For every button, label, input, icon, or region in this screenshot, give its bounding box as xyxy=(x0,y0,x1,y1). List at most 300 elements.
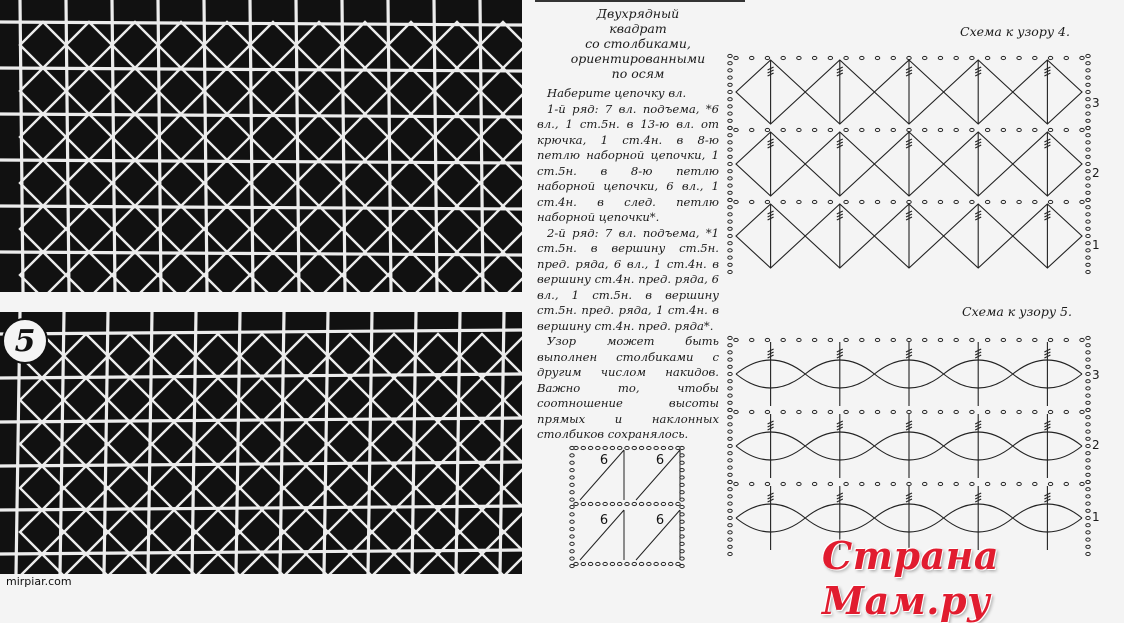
chain-stitch-symbol xyxy=(728,524,732,527)
chain-stitch-symbol xyxy=(728,270,732,273)
thread-diamond xyxy=(250,160,296,206)
chain-stitch-symbol xyxy=(1080,128,1084,131)
chain-stitch-symbol xyxy=(654,562,658,565)
chain-stitch-symbol xyxy=(781,128,785,131)
thread-diamond xyxy=(240,334,284,378)
thread-diamond xyxy=(372,510,416,554)
chain-stitch-symbol xyxy=(728,263,732,266)
chain-stitch-symbol xyxy=(661,502,665,505)
chain-stitch-symbol xyxy=(750,410,754,413)
chain-stitch-symbol xyxy=(728,177,732,180)
thread-horizontal xyxy=(0,206,522,209)
thread-diamond xyxy=(66,160,112,206)
chain-stitch-symbol xyxy=(728,430,732,433)
stitch-symbols xyxy=(728,54,1090,273)
chain-stitch-symbol xyxy=(570,528,574,531)
chain-stitch-symbol xyxy=(1086,401,1090,404)
chain-stitch-symbol xyxy=(1086,466,1090,469)
thread-diamond xyxy=(328,510,372,554)
thread-diamond xyxy=(372,422,416,466)
chain-stitch-symbol xyxy=(728,437,732,440)
chain-stitch-symbol xyxy=(907,338,911,341)
thread-diamond xyxy=(342,68,388,114)
chain-stitch-symbol xyxy=(1017,56,1021,59)
thread-horizontal xyxy=(0,252,522,255)
thread-diamond xyxy=(20,510,64,554)
thread-diamond xyxy=(480,68,522,114)
chain-stitch-symbol xyxy=(860,128,864,131)
chain-stitch-symbol xyxy=(812,338,816,341)
thread-diamond xyxy=(284,554,328,574)
thread-diamond xyxy=(240,554,284,574)
chain-stitch-symbol xyxy=(954,338,958,341)
chain-stitch-symbol xyxy=(669,562,673,565)
chain-stitch-symbol xyxy=(1048,128,1052,131)
chain-stitch-symbol xyxy=(860,200,864,203)
chain-stitch-symbol xyxy=(844,482,848,485)
chain-stitch-symbol xyxy=(728,538,732,541)
chain-stitch-symbol xyxy=(1033,482,1037,485)
chain-stitch-symbol xyxy=(728,509,732,512)
thread-diamond xyxy=(342,22,388,68)
thread-diamond xyxy=(158,68,204,114)
chain-stitch-symbol xyxy=(728,401,732,404)
chain-stitch-symbol xyxy=(654,446,658,449)
chain-stitch-symbol xyxy=(661,446,665,449)
chain-stitch-symbol xyxy=(728,256,732,259)
thread-diamond xyxy=(64,510,108,554)
thread-diamond xyxy=(204,252,250,292)
chain-stitch-symbol xyxy=(875,482,879,485)
chain-stitch-symbol xyxy=(907,482,911,485)
thread-diamond xyxy=(112,252,158,292)
chain-stitch-symbol xyxy=(938,410,942,413)
chain-stitch-symbol xyxy=(647,562,651,565)
chain-count-label: 6 xyxy=(655,513,665,528)
chain-stitch-symbol xyxy=(750,338,754,341)
chain-stitch-symbol xyxy=(728,336,732,339)
chain-stitch-symbol xyxy=(1086,452,1090,455)
chain-stitch-symbol xyxy=(625,446,629,449)
chain-stitch-symbol xyxy=(875,200,879,203)
chain-stitch-symbol xyxy=(728,170,732,173)
chain-stitch-symbol xyxy=(596,502,600,505)
thread-diamond xyxy=(372,554,416,574)
site-logo: Страна Мам.ру xyxy=(822,533,999,623)
scheme-5-label: Схема к узору 5. xyxy=(962,304,1072,319)
thread-diamond xyxy=(284,510,328,554)
thread-diamond xyxy=(434,114,480,160)
chain-stitch-symbol xyxy=(1033,128,1037,131)
chain-stitch-symbol xyxy=(797,200,801,203)
thread-diamond xyxy=(388,22,434,68)
chain-stitch-symbol xyxy=(1086,112,1090,115)
thread-diamond xyxy=(296,114,342,160)
chain-stitch-symbol xyxy=(728,344,732,347)
chain-stitch-symbol xyxy=(954,410,958,413)
chain-stitch-symbol xyxy=(1001,410,1005,413)
thread-diamond xyxy=(480,22,522,68)
thread-diamond xyxy=(416,334,460,378)
chain-stitch-symbol xyxy=(750,128,754,131)
thread-diamond xyxy=(296,160,342,206)
thread-diamond xyxy=(108,510,152,554)
chain-stitch-symbol xyxy=(1033,410,1037,413)
thread-diamond xyxy=(112,22,158,68)
chain-stitch-symbol xyxy=(1086,380,1090,383)
thread-diamond xyxy=(328,554,372,574)
chain-stitch-symbol xyxy=(844,128,848,131)
title-line: Двухрядный xyxy=(596,6,680,21)
pattern-4-photo xyxy=(0,0,522,292)
chain-stitch-symbol xyxy=(1017,410,1021,413)
thread-diamond xyxy=(64,554,108,574)
thread-horizontal xyxy=(0,22,522,25)
thread-diamond xyxy=(296,206,342,252)
chain-stitch-symbol xyxy=(860,56,864,59)
chain-stitch-symbol xyxy=(728,213,732,216)
chain-stitch-symbol xyxy=(875,56,879,59)
chain-stitch-symbol xyxy=(1086,263,1090,266)
chain-stitch-symbol xyxy=(1086,437,1090,440)
chain-stitch-symbol xyxy=(581,562,585,565)
chain-stitch-symbol xyxy=(570,491,574,494)
thread-diamond xyxy=(328,422,372,466)
thread-diamond xyxy=(20,554,64,574)
chain-stitch-symbol xyxy=(1086,516,1090,519)
thread-diamond xyxy=(434,252,480,292)
chain-stitch-symbol xyxy=(632,502,636,505)
chain-stitch-symbol xyxy=(1086,488,1090,491)
chain-stitch-symbol xyxy=(1086,54,1090,57)
chain-stitch-symbol xyxy=(728,54,732,57)
chain-stitch-symbol xyxy=(603,446,607,449)
chain-stitch-symbol xyxy=(812,128,816,131)
thread-diamond xyxy=(296,68,342,114)
chain-stitch-symbol xyxy=(603,502,607,505)
chain-stitch-symbol xyxy=(570,505,574,508)
thread-diamond xyxy=(196,378,240,422)
chain-stitch-symbol xyxy=(1080,56,1084,59)
thread-diamond xyxy=(64,466,108,510)
chain-stitch-symbol xyxy=(728,234,732,237)
thread-diamond xyxy=(108,466,152,510)
chain-stitch-symbol xyxy=(632,446,636,449)
chain-stitch-symbol xyxy=(907,410,911,413)
thread-diamond xyxy=(328,334,372,378)
chain-stitch-symbol xyxy=(1086,249,1090,252)
thread-diamond xyxy=(342,114,388,160)
chain-stitch-symbol xyxy=(1086,344,1090,347)
scheme-4-row-1-number: 1 xyxy=(1092,238,1100,252)
chain-stitch-symbol xyxy=(570,483,574,486)
chain-stitch-symbol xyxy=(938,482,942,485)
chain-stitch-symbol xyxy=(728,112,732,115)
thread-diamond xyxy=(152,554,196,574)
chain-stitch-symbol xyxy=(728,531,732,534)
chain-stitch-symbol xyxy=(923,338,927,341)
chain-stitch-symbol xyxy=(625,502,629,505)
chain-stitch-symbol xyxy=(797,338,801,341)
chain-stitch-symbol xyxy=(954,128,958,131)
chain-stitch-symbol xyxy=(1064,200,1068,203)
scheme-4-row-2-number: 2 xyxy=(1092,166,1100,180)
chain-stitch-symbol xyxy=(728,184,732,187)
thread-diamond xyxy=(112,68,158,114)
title-line: ориентированными xyxy=(570,51,706,66)
thread-diamond xyxy=(372,334,416,378)
thread-diamond xyxy=(480,252,522,292)
chain-stitch-symbol xyxy=(728,105,732,108)
chain-stitch-symbol xyxy=(728,416,732,419)
chain-stitch-symbol xyxy=(728,134,732,137)
chain-stitch-symbol xyxy=(1086,372,1090,375)
thread-diamond xyxy=(20,422,64,466)
chain-stitch-symbol xyxy=(923,410,927,413)
chain-count-label: 6 xyxy=(599,453,609,468)
thread-diamond xyxy=(416,510,460,554)
chain-stitch-symbol xyxy=(1017,128,1021,131)
pattern-title xyxy=(548,6,728,81)
chain-stitch-symbol xyxy=(1086,416,1090,419)
chain-stitch-symbol xyxy=(728,488,732,491)
thread-diamond xyxy=(296,22,342,68)
chain-stitch-symbol xyxy=(781,338,785,341)
chain-stitch-symbol xyxy=(954,56,958,59)
chain-stitch-symbol xyxy=(1086,162,1090,165)
chain-stitch-symbol xyxy=(647,502,651,505)
thread-diamond xyxy=(112,206,158,252)
thread-diamond xyxy=(108,422,152,466)
thread-diamond xyxy=(112,160,158,206)
thread-diamond xyxy=(460,378,504,422)
chain-stitch-symbol xyxy=(728,394,732,397)
chain-stitch-symbol xyxy=(728,444,732,447)
top-rule xyxy=(535,0,745,2)
thread-diamond xyxy=(204,22,250,68)
chain-stitch-symbol xyxy=(1086,170,1090,173)
chain-stitch-symbol xyxy=(938,338,942,341)
chain-stitch-symbol xyxy=(1086,387,1090,390)
thread-diamond xyxy=(20,68,66,114)
chain-stitch-symbol xyxy=(781,200,785,203)
chain-stitch-symbol xyxy=(1001,482,1005,485)
chain-stitch-symbol xyxy=(828,56,832,59)
chain-stitch-symbol xyxy=(1033,200,1037,203)
chain-stitch-symbol xyxy=(654,502,658,505)
thread-diamond xyxy=(388,68,434,114)
chain-stitch-symbol xyxy=(581,446,585,449)
chain-stitch-symbol xyxy=(1086,90,1090,93)
instruction-row-1: 1-й ряд: 7 вл. подъема, *6 вл., 1 ст.5н. в 13-ю вл. от крючка, 1 ст.4н. в 8-ю петлю наборной цепочки, 1 ст.5н. в 8-ю петлю наборной цепочки, 6 вл., 1 ст.4н. в след. петлю наборной цепочки*. xyxy=(537,101,719,224)
thread-diamond xyxy=(416,466,460,510)
chain-stitch-symbol xyxy=(647,446,651,449)
chain-stitch-symbol xyxy=(734,482,738,485)
chain-stitch-symbol xyxy=(970,338,974,341)
chain-stitch-symbol xyxy=(1086,423,1090,426)
chain-stitch-symbol xyxy=(661,562,665,565)
chain-stitch-symbol xyxy=(875,128,879,131)
chain-stitch-symbol xyxy=(728,155,732,158)
chain-stitch-symbol xyxy=(570,520,574,523)
chain-stitch-symbol xyxy=(728,148,732,151)
thread-diamond xyxy=(284,422,328,466)
chain-stitch-symbol xyxy=(765,128,769,131)
thread-diamond xyxy=(64,378,108,422)
chain-stitch-symbol xyxy=(828,200,832,203)
chain-stitch-symbol xyxy=(728,466,732,469)
chain-stitch-symbol xyxy=(728,62,732,65)
chain-stitch-symbol xyxy=(1086,444,1090,447)
thread-diamond xyxy=(416,554,460,574)
chain-stitch-symbol xyxy=(1086,242,1090,245)
chain-stitch-symbol xyxy=(1048,338,1052,341)
thread-horizontal xyxy=(0,68,522,71)
pattern-number-badge: 5 xyxy=(2,318,48,364)
chain-stitch-symbol xyxy=(797,56,801,59)
thread-diamond xyxy=(66,22,112,68)
chain-stitch-symbol xyxy=(970,200,974,203)
thread-diamond xyxy=(196,422,240,466)
chain-stitch-symbol xyxy=(1086,220,1090,223)
scheme-4-label: Схема к узору 4. xyxy=(960,24,1070,39)
chain-stitch-symbol xyxy=(1086,351,1090,354)
chain-stitch-symbol xyxy=(985,56,989,59)
chain-stitch-symbol xyxy=(1086,365,1090,368)
chain-stitch-symbol xyxy=(781,410,785,413)
chain-stitch-symbol xyxy=(728,372,732,375)
thread-diamond xyxy=(372,378,416,422)
chain-stitch-symbol xyxy=(1033,56,1037,59)
scheme-4-diagram xyxy=(726,46,1092,286)
chain-stitch-symbol xyxy=(570,513,574,516)
chain-stitch-symbol xyxy=(1086,105,1090,108)
chain-stitch-symbol xyxy=(1001,200,1005,203)
chain-stitch-symbol xyxy=(728,191,732,194)
thread-diamond xyxy=(460,554,504,574)
thread-diamond xyxy=(504,466,522,510)
thread-diamond xyxy=(328,466,372,510)
thread-diamond xyxy=(342,252,388,292)
chain-stitch-symbol xyxy=(734,338,738,341)
chain-stitch-symbol xyxy=(797,482,801,485)
instruction-row-2: 2-й ряд: 7 вл. подъема, *1 ст.5н. в вершину ст.5н. пред. ряда, 6 вл., 1 ст.4н. в вершину ст.4н. пред. ряда, 6 вл., 1 ст.5н. в вершину ст.5н. пред. ряда, 1 ст.4н. в вершину ст.4н. пред. ряда*. xyxy=(537,225,719,333)
chain-stitch-symbol xyxy=(1048,56,1052,59)
chain-stitch-symbol xyxy=(610,562,614,565)
chain-stitch-symbol xyxy=(728,495,732,498)
chain-stitch-symbol xyxy=(728,545,732,548)
thread-diamond xyxy=(152,334,196,378)
thread-diamond xyxy=(480,114,522,160)
thread-diamond xyxy=(460,466,504,510)
chain-stitch-symbol xyxy=(728,76,732,79)
chain-stitch-symbol xyxy=(728,126,732,129)
chain-stitch-symbol xyxy=(970,482,974,485)
chain-stitch-symbol xyxy=(1086,524,1090,527)
chain-stitch-symbol xyxy=(574,502,578,505)
chain-stitch-symbol xyxy=(828,128,832,131)
chain-stitch-symbol xyxy=(938,128,942,131)
chain-stitch-symbol xyxy=(1086,495,1090,498)
chain-stitch-symbol xyxy=(610,502,614,505)
chain-stitch-symbol xyxy=(728,358,732,361)
chain-stitch-symbol xyxy=(860,410,864,413)
chain-stitch-symbol xyxy=(1086,358,1090,361)
chain-stitch-symbol xyxy=(844,56,848,59)
chain-stitch-symbol xyxy=(603,562,607,565)
thread-diamond xyxy=(342,160,388,206)
chain-stitch-symbol xyxy=(1086,184,1090,187)
thread-diamond xyxy=(372,466,416,510)
chain-stitch-symbol xyxy=(1017,482,1021,485)
chain-stitch-symbol xyxy=(728,452,732,455)
thread-diamond xyxy=(20,22,66,68)
chain-stitch-symbol xyxy=(1086,126,1090,129)
chain-stitch-symbol xyxy=(1080,338,1084,341)
thread-diamond xyxy=(460,334,504,378)
chain-stitch-symbol xyxy=(985,338,989,341)
repeat-diagram xyxy=(568,444,686,570)
chain-stitch-symbol xyxy=(1086,98,1090,101)
chain-stitch-symbol xyxy=(728,206,732,209)
chain-stitch-symbol xyxy=(970,56,974,59)
chain-stitch-symbol xyxy=(828,410,832,413)
thread-diamond xyxy=(388,252,434,292)
chain-stitch-symbol xyxy=(596,562,600,565)
chain-stitch-symbol xyxy=(570,469,574,472)
thread-diamond xyxy=(284,466,328,510)
chain-stitch-symbol xyxy=(860,482,864,485)
chain-stitch-symbol xyxy=(728,220,732,223)
chain-stitch-symbol xyxy=(1086,430,1090,433)
thread-diamond xyxy=(296,252,342,292)
chain-stitch-symbol xyxy=(618,446,622,449)
chain-stitch-symbol xyxy=(970,128,974,131)
chain-stitch-symbol xyxy=(1086,480,1090,483)
chain-stitch-symbol xyxy=(923,56,927,59)
scheme-4-row-3-number: 3 xyxy=(1092,96,1100,110)
chain-stitch-symbol xyxy=(985,482,989,485)
chain-stitch-symbol xyxy=(907,128,911,131)
thread-diamond xyxy=(250,114,296,160)
thread-diamond xyxy=(460,510,504,554)
thread-diamond xyxy=(196,466,240,510)
chain-stitch-symbol xyxy=(1086,394,1090,397)
chain-stitch-symbol xyxy=(639,446,643,449)
thread-diamond xyxy=(196,554,240,574)
chain-stitch-symbol xyxy=(1086,119,1090,122)
chain-stitch-symbol xyxy=(1064,410,1068,413)
thread-diamond xyxy=(250,22,296,68)
thread-diamond xyxy=(20,466,64,510)
thread-diamond xyxy=(434,68,480,114)
thread-horizontal xyxy=(0,160,522,163)
thread-diamond xyxy=(20,206,66,252)
thread-diamond xyxy=(480,160,522,206)
chain-stitch-symbol xyxy=(1064,56,1068,59)
chain-stitch-symbol xyxy=(1017,338,1021,341)
chain-stitch-symbol xyxy=(1086,62,1090,65)
scheme-5-row-1-number: 1 xyxy=(1092,510,1100,524)
chain-stitch-symbol xyxy=(1086,227,1090,230)
chain-stitch-symbol xyxy=(1080,482,1084,485)
thread-horizontal xyxy=(0,114,522,117)
thread-diamond xyxy=(152,378,196,422)
chain-stitch-symbol xyxy=(1086,177,1090,180)
chain-stitch-symbol xyxy=(765,56,769,59)
thread-diamond xyxy=(66,68,112,114)
chain-stitch-symbol xyxy=(954,200,958,203)
